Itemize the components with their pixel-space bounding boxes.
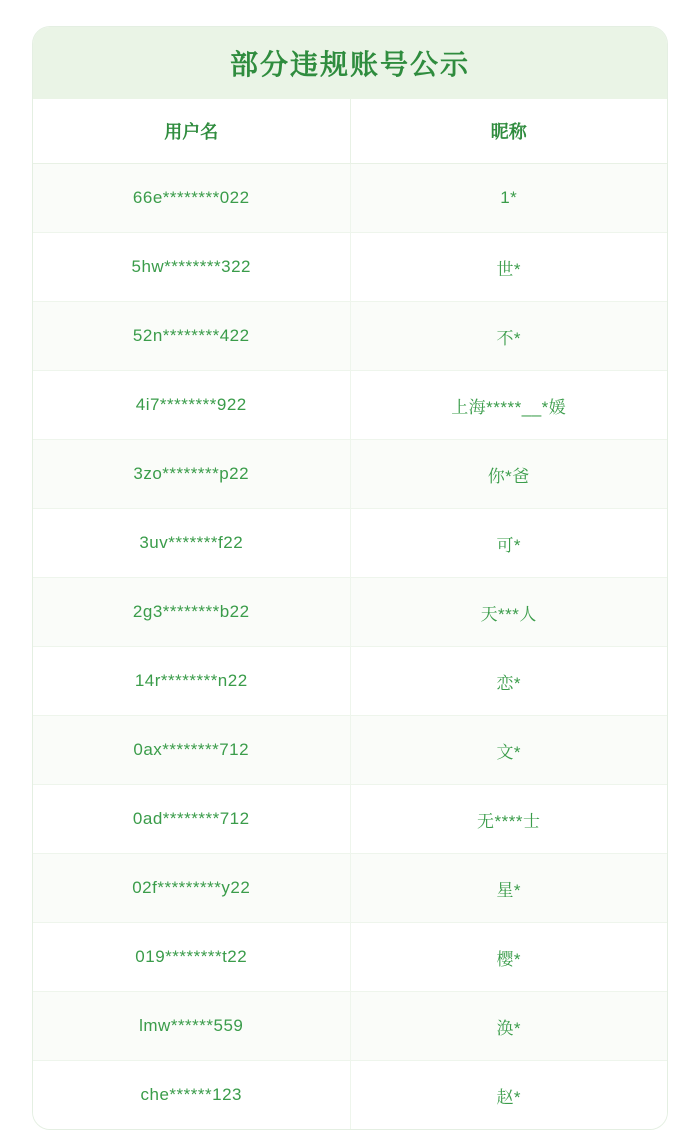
table-row <box>33 716 667 785</box>
table-row <box>33 302 667 371</box>
cell-nickname: 你*爸 <box>350 440 667 509</box>
card-header <box>33 27 667 99</box>
cell-username: 14r********n22 <box>33 647 350 716</box>
cell-username: 4i7********922 <box>33 371 350 440</box>
column-header-username: 用户名 <box>33 99 350 164</box>
violation-accounts-card <box>32 26 668 1130</box>
cell-nickname: 上海*****__*媛 <box>350 371 667 440</box>
table-row <box>33 785 667 854</box>
cell-nickname: 不* <box>350 302 667 371</box>
table-row <box>33 371 667 440</box>
cell-username: 2g3********b22 <box>33 578 350 647</box>
cell-username: che******123 <box>33 1061 350 1130</box>
table-row <box>33 440 667 509</box>
column-header-nickname: 昵称 <box>350 99 667 164</box>
table-row <box>33 233 667 302</box>
cell-username: 0ad********712 <box>33 785 350 854</box>
cell-username: 66e********022 <box>33 164 350 233</box>
table-row <box>33 647 667 716</box>
accounts-table <box>33 99 667 1129</box>
table-row <box>33 578 667 647</box>
table-row <box>33 992 667 1061</box>
cell-nickname: 可* <box>350 509 667 578</box>
cell-username: 5hw********322 <box>33 233 350 302</box>
cell-nickname: 涣* <box>350 992 667 1061</box>
cell-nickname: 天***人 <box>350 578 667 647</box>
cell-username: 0ax********712 <box>33 716 350 785</box>
cell-username: 52n********422 <box>33 302 350 371</box>
cell-nickname: 樱* <box>350 923 667 992</box>
cell-username: lmw******559 <box>33 992 350 1061</box>
table-head <box>33 99 667 164</box>
table-row <box>33 509 667 578</box>
cell-nickname: 1* <box>350 164 667 233</box>
cell-username: 3zo********p22 <box>33 440 350 509</box>
page-title: 部分违规账号公示 <box>229 49 470 80</box>
cell-nickname: 世* <box>350 233 667 302</box>
table-header-row <box>33 99 667 164</box>
cell-nickname: 无****士 <box>350 785 667 854</box>
cell-nickname: 赵* <box>350 1061 667 1130</box>
cell-nickname: 文* <box>350 716 667 785</box>
cell-username: 019********t22 <box>33 923 350 992</box>
table-row <box>33 854 667 923</box>
table-row <box>33 923 667 992</box>
table-body <box>33 164 667 1130</box>
table-row <box>33 164 667 233</box>
cell-username: 02f*********y22 <box>33 854 350 923</box>
table-row <box>33 1061 667 1130</box>
cell-nickname: 恋* <box>350 647 667 716</box>
cell-username: 3uv*******f22 <box>33 509 350 578</box>
cell-nickname: 星* <box>350 854 667 923</box>
